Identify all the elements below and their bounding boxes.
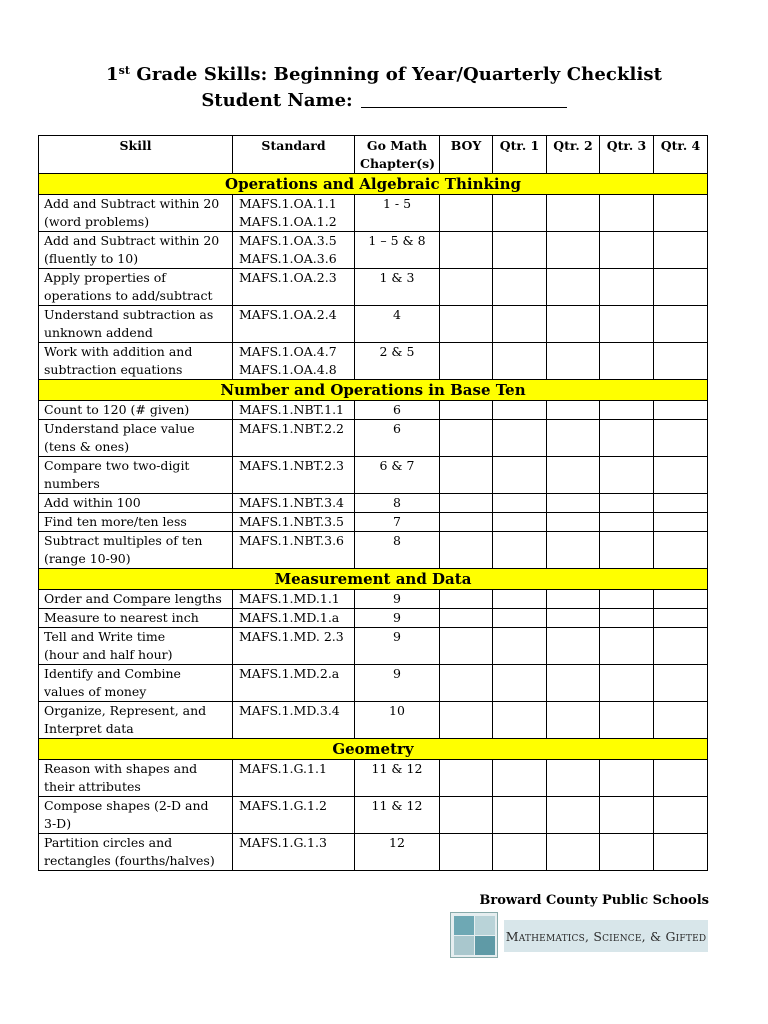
standard-cell <box>233 532 355 569</box>
table-row <box>39 306 708 343</box>
skill-cell <box>39 628 233 665</box>
standard-cell <box>233 609 355 628</box>
qtr2-check-cell[interactable] <box>547 513 600 532</box>
standard-line: MAFS.1.MD.3.4 <box>239 703 340 718</box>
chapter-cell: 1 - 5 <box>355 195 440 232</box>
chapter-cell: 9 <box>355 609 440 628</box>
chapter-cell: 6 <box>355 420 440 457</box>
qtr4-check-cell[interactable] <box>654 834 708 871</box>
standard-cell <box>233 834 355 871</box>
skill-line: Partition circles and <box>44 835 173 850</box>
qtr2-check-cell[interactable] <box>547 269 600 306</box>
table-row <box>39 494 708 513</box>
boy-check-cell[interactable] <box>440 232 493 269</box>
boy-check-cell[interactable] <box>440 609 493 628</box>
header-qtr2: Qtr. 2 <box>547 136 600 174</box>
qtr4-check-cell[interactable] <box>654 269 708 306</box>
chapter-cell: 6 & 7 <box>355 457 440 494</box>
table-row <box>39 420 708 457</box>
table-row <box>39 609 708 628</box>
boy-check-cell[interactable] <box>440 628 493 665</box>
qtr2-check-cell[interactable] <box>547 457 600 494</box>
qtr3-check-cell[interactable] <box>600 269 654 306</box>
qtr3-check-cell[interactable] <box>600 343 654 380</box>
skill-cell <box>39 420 233 457</box>
header-standard: Standard <box>233 136 355 174</box>
section-header-row <box>39 569 708 590</box>
grade-number: 1 <box>105 64 119 85</box>
boy-check-cell[interactable] <box>440 590 493 609</box>
standard-cell <box>233 195 355 232</box>
section-title: Measurement and Data <box>39 569 708 590</box>
skill-line: Add within 100 <box>44 495 141 510</box>
skill-line: Tell and Write time <box>44 629 166 644</box>
table-row <box>39 195 708 232</box>
standard-line: MAFS.1.NBT.2.2 <box>239 421 344 436</box>
qtr1-check-cell[interactable] <box>493 457 547 494</box>
standard-cell <box>233 457 355 494</box>
skill-line: Understand subtraction as <box>44 307 214 322</box>
boy-check-cell[interactable] <box>440 494 493 513</box>
table-row <box>39 797 708 834</box>
boy-check-cell[interactable] <box>440 195 493 232</box>
standard-line: MAFS.1.OA.2.4 <box>239 307 337 322</box>
qtr2-check-cell[interactable] <box>547 834 600 871</box>
standard-cell <box>233 269 355 306</box>
district-logo <box>450 912 708 958</box>
skills-checklist-table <box>38 135 708 871</box>
skill-cell <box>39 702 233 739</box>
qtr4-check-cell[interactable] <box>654 232 708 269</box>
skill-line: 3-D) <box>44 816 72 831</box>
qtr3-check-cell[interactable] <box>600 401 654 420</box>
qtr2-check-cell[interactable] <box>547 343 600 380</box>
boy-check-cell[interactable] <box>440 420 493 457</box>
boy-check-cell[interactable] <box>440 306 493 343</box>
skill-line: Reason with shapes and <box>44 761 198 776</box>
qtr4-check-cell[interactable] <box>654 532 708 569</box>
qtr1-check-cell[interactable] <box>493 702 547 739</box>
skill-cell <box>39 797 233 834</box>
skill-line: Add and Subtract within 20 <box>44 233 220 248</box>
chapter-cell: 9 <box>355 628 440 665</box>
heading-text: Grade Skills: Beginning of Year/Quarterly Checklist <box>130 64 663 85</box>
student-name-line <box>0 90 768 111</box>
qtr3-check-cell[interactable] <box>600 702 654 739</box>
table-row <box>39 457 708 494</box>
standard-cell <box>233 590 355 609</box>
skill-cell <box>39 532 233 569</box>
standard-cell <box>233 494 355 513</box>
standard-line: MAFS.1.OA.4.7 <box>239 344 337 359</box>
skill-line: Understand place value <box>44 421 195 436</box>
table-row <box>39 628 708 665</box>
qtr1-check-cell[interactable] <box>493 232 547 269</box>
skill-line: Work with addition and <box>44 344 193 359</box>
boy-check-cell[interactable] <box>440 343 493 380</box>
qtr3-check-cell[interactable] <box>600 609 654 628</box>
boy-check-cell[interactable] <box>440 269 493 306</box>
standard-line: MAFS.1.NBT.1.1 <box>239 402 344 417</box>
qtr4-check-cell[interactable] <box>654 609 708 628</box>
skill-line: operations to add/subtract <box>44 288 213 303</box>
qtr4-check-cell[interactable] <box>654 420 708 457</box>
table-row <box>39 590 708 609</box>
skill-line: Find ten more/ten less <box>44 514 187 529</box>
grade-suffix: st <box>118 64 131 77</box>
qtr1-check-cell[interactable] <box>493 269 547 306</box>
header-chapter: Go Math Chapter(s) <box>355 136 440 174</box>
skill-line: (range 10-90) <box>44 551 131 566</box>
standard-line: MAFS.1.OA.1.2 <box>239 214 337 229</box>
section-header-row <box>39 380 708 401</box>
qtr2-check-cell[interactable] <box>547 306 600 343</box>
standard-line: MAFS.1.OA.1.1 <box>239 196 337 211</box>
qtr4-check-cell[interactable] <box>654 760 708 797</box>
qtr4-check-cell[interactable] <box>654 195 708 232</box>
standard-cell <box>233 702 355 739</box>
skill-cell <box>39 609 233 628</box>
chapter-cell: 10 <box>355 702 440 739</box>
qtr2-check-cell[interactable] <box>547 702 600 739</box>
qtr3-check-cell[interactable] <box>600 628 654 665</box>
standard-line: MAFS.1.G.1.2 <box>239 798 327 813</box>
qtr1-check-cell[interactable] <box>493 401 547 420</box>
boy-check-cell[interactable] <box>440 457 493 494</box>
section-title: Number and Operations in Base Ten <box>39 380 708 401</box>
skill-line: (word problems) <box>44 214 150 229</box>
logo-banner: Mathematics, Science, & Gifted <box>504 920 708 952</box>
skill-cell <box>39 401 233 420</box>
qtr2-check-cell[interactable] <box>547 420 600 457</box>
standard-line: MAFS.1.OA.3.5 <box>239 233 337 248</box>
section-header-row <box>39 739 708 760</box>
standard-cell <box>233 797 355 834</box>
qtr1-check-cell[interactable] <box>493 306 547 343</box>
skill-cell <box>39 590 233 609</box>
skill-line: Identify and Combine <box>44 666 181 681</box>
chapter-cell: 7 <box>355 513 440 532</box>
standard-line: MAFS.1.OA.2.3 <box>239 270 337 285</box>
qtr4-check-cell[interactable] <box>654 457 708 494</box>
qtr2-check-cell[interactable] <box>547 532 600 569</box>
qtr4-check-cell[interactable] <box>654 797 708 834</box>
chapter-cell: 6 <box>355 401 440 420</box>
qtr3-check-cell[interactable] <box>600 494 654 513</box>
qtr2-check-cell[interactable] <box>547 494 600 513</box>
qtr4-check-cell[interactable] <box>654 628 708 665</box>
skill-cell <box>39 343 233 380</box>
standard-cell <box>233 232 355 269</box>
qtr1-check-cell[interactable] <box>493 532 547 569</box>
page-title <box>0 64 768 85</box>
skill-line: their attributes <box>44 779 141 794</box>
qtr2-check-cell[interactable] <box>547 797 600 834</box>
qtr2-check-cell[interactable] <box>547 401 600 420</box>
skill-cell <box>39 760 233 797</box>
skill-cell <box>39 494 233 513</box>
standard-line: MAFS.1.MD.2.a <box>239 666 340 681</box>
qtr1-check-cell[interactable] <box>493 609 547 628</box>
qtr3-check-cell[interactable] <box>600 760 654 797</box>
skill-line: numbers <box>44 476 100 491</box>
qtr1-check-cell[interactable] <box>493 195 547 232</box>
chapter-cell: 8 <box>355 532 440 569</box>
qtr3-check-cell[interactable] <box>600 797 654 834</box>
skill-line: subtraction equations <box>44 362 183 377</box>
table-row <box>39 532 708 569</box>
standard-cell <box>233 628 355 665</box>
skill-line: Measure to nearest inch <box>44 610 199 625</box>
seal-icon <box>450 912 498 958</box>
standard-line: MAFS.1.MD.1.1 <box>239 591 340 606</box>
qtr3-check-cell[interactable] <box>600 195 654 232</box>
chapter-cell: 11 & 12 <box>355 760 440 797</box>
footer-org: Broward County Public Schools <box>479 893 709 908</box>
skill-line: Add and Subtract within 20 <box>44 196 220 211</box>
qtr4-check-cell[interactable] <box>654 513 708 532</box>
qtr1-check-cell[interactable] <box>493 494 547 513</box>
boy-check-cell[interactable] <box>440 834 493 871</box>
boy-check-cell[interactable] <box>440 797 493 834</box>
qtr3-check-cell[interactable] <box>600 232 654 269</box>
standard-line: MAFS.1.NBT.3.6 <box>239 533 344 548</box>
boy-check-cell[interactable] <box>440 513 493 532</box>
qtr4-check-cell[interactable] <box>654 494 708 513</box>
header-qtr4: Qtr. 4 <box>654 136 708 174</box>
chapter-cell: 11 & 12 <box>355 797 440 834</box>
qtr3-check-cell[interactable] <box>600 590 654 609</box>
table-row <box>39 232 708 269</box>
table-header-row <box>39 136 708 174</box>
chapter-cell: 1 – 5 & 8 <box>355 232 440 269</box>
chapter-cell: 4 <box>355 306 440 343</box>
standard-cell <box>233 306 355 343</box>
section-header-row <box>39 174 708 195</box>
chapter-cell: 8 <box>355 494 440 513</box>
qtr2-check-cell[interactable] <box>547 195 600 232</box>
skill-line: Compose shapes (2-D and <box>44 798 209 813</box>
table-row <box>39 665 708 702</box>
qtr3-check-cell[interactable] <box>600 513 654 532</box>
chapter-cell: 1 & 3 <box>355 269 440 306</box>
boy-check-cell[interactable] <box>440 401 493 420</box>
skill-cell <box>39 457 233 494</box>
standard-line: MAFS.1.OA.3.6 <box>239 251 337 266</box>
qtr1-check-cell[interactable] <box>493 834 547 871</box>
qtr1-check-cell[interactable] <box>493 628 547 665</box>
qtr1-check-cell[interactable] <box>493 590 547 609</box>
qtr2-check-cell[interactable] <box>547 590 600 609</box>
skill-line: Apply properties of <box>44 270 166 285</box>
skill-cell <box>39 195 233 232</box>
qtr3-check-cell[interactable] <box>600 834 654 871</box>
standard-line: MAFS.1.NBT.3.4 <box>239 495 344 510</box>
header-skill: Skill <box>39 136 233 174</box>
standard-line: MAFS.1.OA.4.8 <box>239 362 337 377</box>
chapter-cell: 12 <box>355 834 440 871</box>
qtr1-check-cell[interactable] <box>493 797 547 834</box>
student-name-field[interactable] <box>361 95 567 108</box>
skill-line: (hour and half hour) <box>44 647 173 662</box>
table-row <box>39 269 708 306</box>
standard-cell <box>233 401 355 420</box>
boy-check-cell[interactable] <box>440 532 493 569</box>
table-row <box>39 343 708 380</box>
skill-line: (tens & ones) <box>44 439 130 454</box>
standard-cell <box>233 420 355 457</box>
chapter-cell: 9 <box>355 590 440 609</box>
student-name-label: Student Name: <box>201 90 353 111</box>
skill-line: Interpret data <box>44 721 134 736</box>
qtr4-check-cell[interactable] <box>654 401 708 420</box>
skill-cell <box>39 306 233 343</box>
standard-cell <box>233 760 355 797</box>
skill-line: rectangles (fourths/halves) <box>44 853 215 868</box>
qtr4-check-cell[interactable] <box>654 343 708 380</box>
skill-line: unknown addend <box>44 325 153 340</box>
table-row <box>39 702 708 739</box>
standard-cell <box>233 343 355 380</box>
qtr2-check-cell[interactable] <box>547 760 600 797</box>
skill-line: Order and Compare lengths <box>44 591 222 606</box>
chapter-cell: 9 <box>355 665 440 702</box>
chapter-cell: 2 & 5 <box>355 343 440 380</box>
skill-cell <box>39 269 233 306</box>
qtr2-check-cell[interactable] <box>547 628 600 665</box>
qtr4-check-cell[interactable] <box>654 590 708 609</box>
boy-check-cell[interactable] <box>440 702 493 739</box>
standard-line: MAFS.1.G.1.1 <box>239 761 327 776</box>
header-boy: BOY <box>440 136 493 174</box>
skill-cell <box>39 232 233 269</box>
qtr1-check-cell[interactable] <box>493 513 547 532</box>
section-title: Operations and Algebraic Thinking <box>39 174 708 195</box>
table-row <box>39 834 708 871</box>
header-qtr1: Qtr. 1 <box>493 136 547 174</box>
qtr1-check-cell[interactable] <box>493 343 547 380</box>
qtr1-check-cell[interactable] <box>493 665 547 702</box>
skill-line: Subtract multiples of ten <box>44 533 203 548</box>
qtr3-check-cell[interactable] <box>600 532 654 569</box>
skill-line: Compare two two-digit <box>44 458 190 473</box>
skill-line: Organize, Represent, and <box>44 703 207 718</box>
qtr4-check-cell[interactable] <box>654 702 708 739</box>
qtr2-check-cell[interactable] <box>547 232 600 269</box>
qtr2-check-cell[interactable] <box>547 665 600 702</box>
qtr3-check-cell[interactable] <box>600 420 654 457</box>
table-row <box>39 513 708 532</box>
qtr3-check-cell[interactable] <box>600 457 654 494</box>
qtr2-check-cell[interactable] <box>547 609 600 628</box>
boy-check-cell[interactable] <box>440 760 493 797</box>
standard-line: MAFS.1.G.1.3 <box>239 835 327 850</box>
section-title: Geometry <box>39 739 708 760</box>
qtr1-check-cell[interactable] <box>493 760 547 797</box>
standard-line: MAFS.1.NBT.3.5 <box>239 514 344 529</box>
skill-cell <box>39 665 233 702</box>
standard-line: MAFS.1.NBT.2.3 <box>239 458 344 473</box>
skill-cell <box>39 513 233 532</box>
boy-check-cell[interactable] <box>440 665 493 702</box>
table-row <box>39 760 708 797</box>
skill-cell <box>39 834 233 871</box>
skill-line: (fluently to 10) <box>44 251 139 266</box>
skill-line: Count to 120 (# given) <box>44 402 190 417</box>
qtr1-check-cell[interactable] <box>493 420 547 457</box>
standard-cell <box>233 665 355 702</box>
standard-line: MAFS.1.MD. 2.3 <box>239 629 344 644</box>
standard-line: MAFS.1.MD.1.a <box>239 610 340 625</box>
standard-cell <box>233 513 355 532</box>
qtr4-check-cell[interactable] <box>654 306 708 343</box>
table-row <box>39 401 708 420</box>
qtr3-check-cell[interactable] <box>600 665 654 702</box>
skill-line: values of money <box>44 684 147 699</box>
qtr4-check-cell[interactable] <box>654 665 708 702</box>
qtr3-check-cell[interactable] <box>600 306 654 343</box>
header-qtr3: Qtr. 3 <box>600 136 654 174</box>
